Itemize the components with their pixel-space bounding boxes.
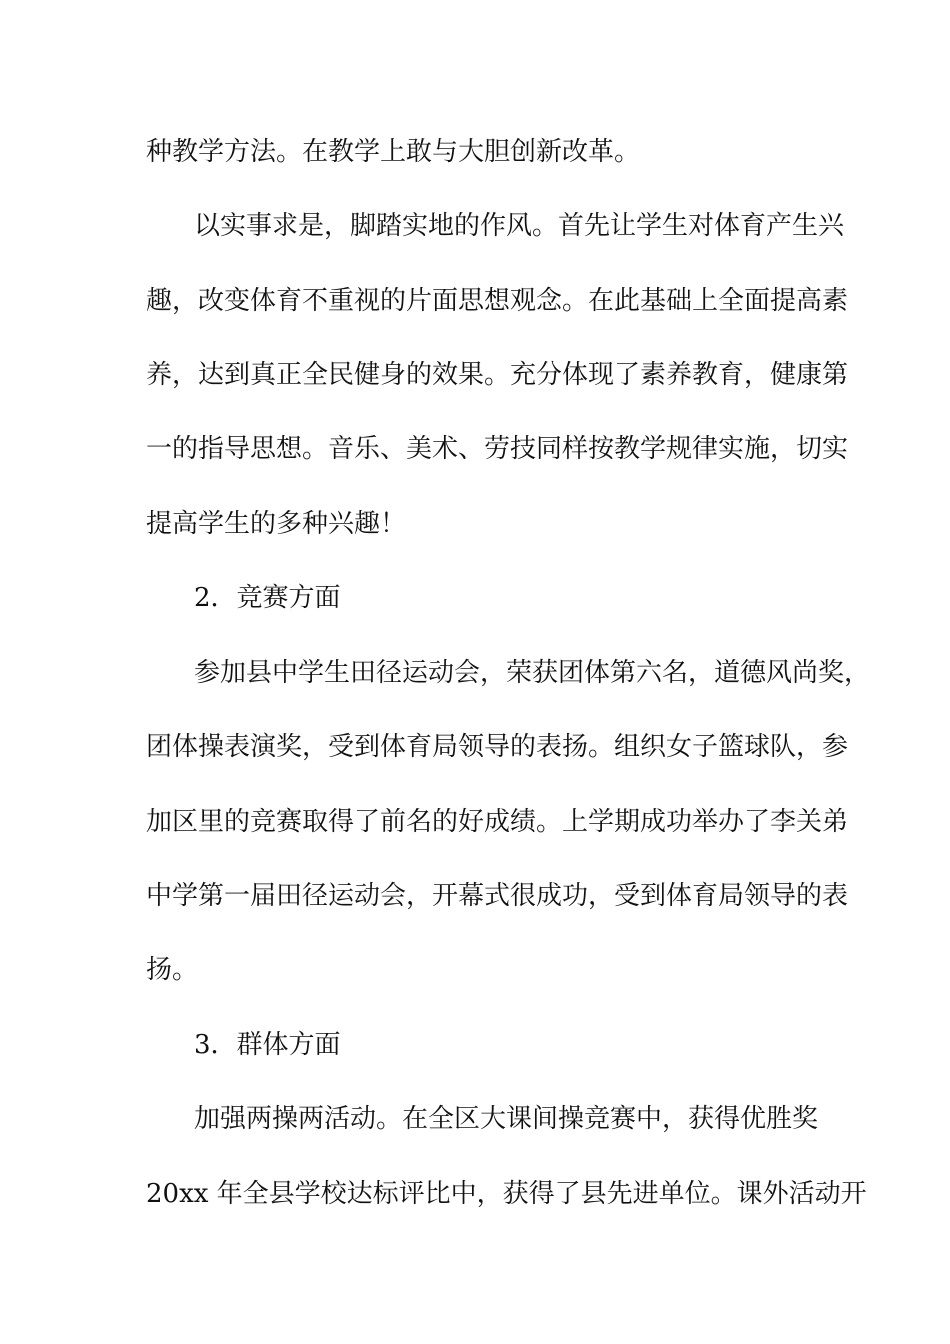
paragraph-start-line: 以实事求是，脚踏实地的作风。首先让学生对体育产生兴	[194, 211, 845, 241]
text-line: 一的指导思想。音乐、美术、劳技同样按教学规律实施，切实	[146, 434, 849, 464]
text-line: 加区里的竞赛取得了前名的好成绩。上学期成功举办了李关弟	[146, 807, 849, 837]
text-line: 中学第一届田径运动会，开幕式很成功，受到体育局领导的表	[146, 881, 849, 911]
text-line: 提高学生的多种兴趣！	[146, 509, 407, 539]
section-heading-group: 3．群体方面	[194, 1030, 341, 1060]
text-line: 扬。	[146, 955, 199, 985]
text-line: 团体操表演奖，受到体育局领导的表扬。组织女子篮球队，参	[146, 732, 849, 762]
section-heading-competition: 2．竞赛方面	[194, 583, 341, 613]
text-line: 趣，改变体育不重视的片面思想观念。在此基础上全面提高素	[146, 286, 849, 316]
text-line: 20xx 年全县学校达标评比中，获得了县先进单位。课外活动开	[146, 1179, 867, 1209]
text-line: 种教学方法。在教学上敢与大胆创新改革。	[146, 137, 641, 167]
text-line: 养，达到真正全民健身的效果。充分体现了素养教育，健康第	[146, 360, 849, 390]
paragraph-start-line: 参加县中学生田径运动会，荣获团体第六名，道德风尚奖，	[194, 658, 871, 688]
paragraph-start-line: 加强两操两活动。在全区大课间操竞赛中，获得优胜奖	[194, 1104, 819, 1134]
